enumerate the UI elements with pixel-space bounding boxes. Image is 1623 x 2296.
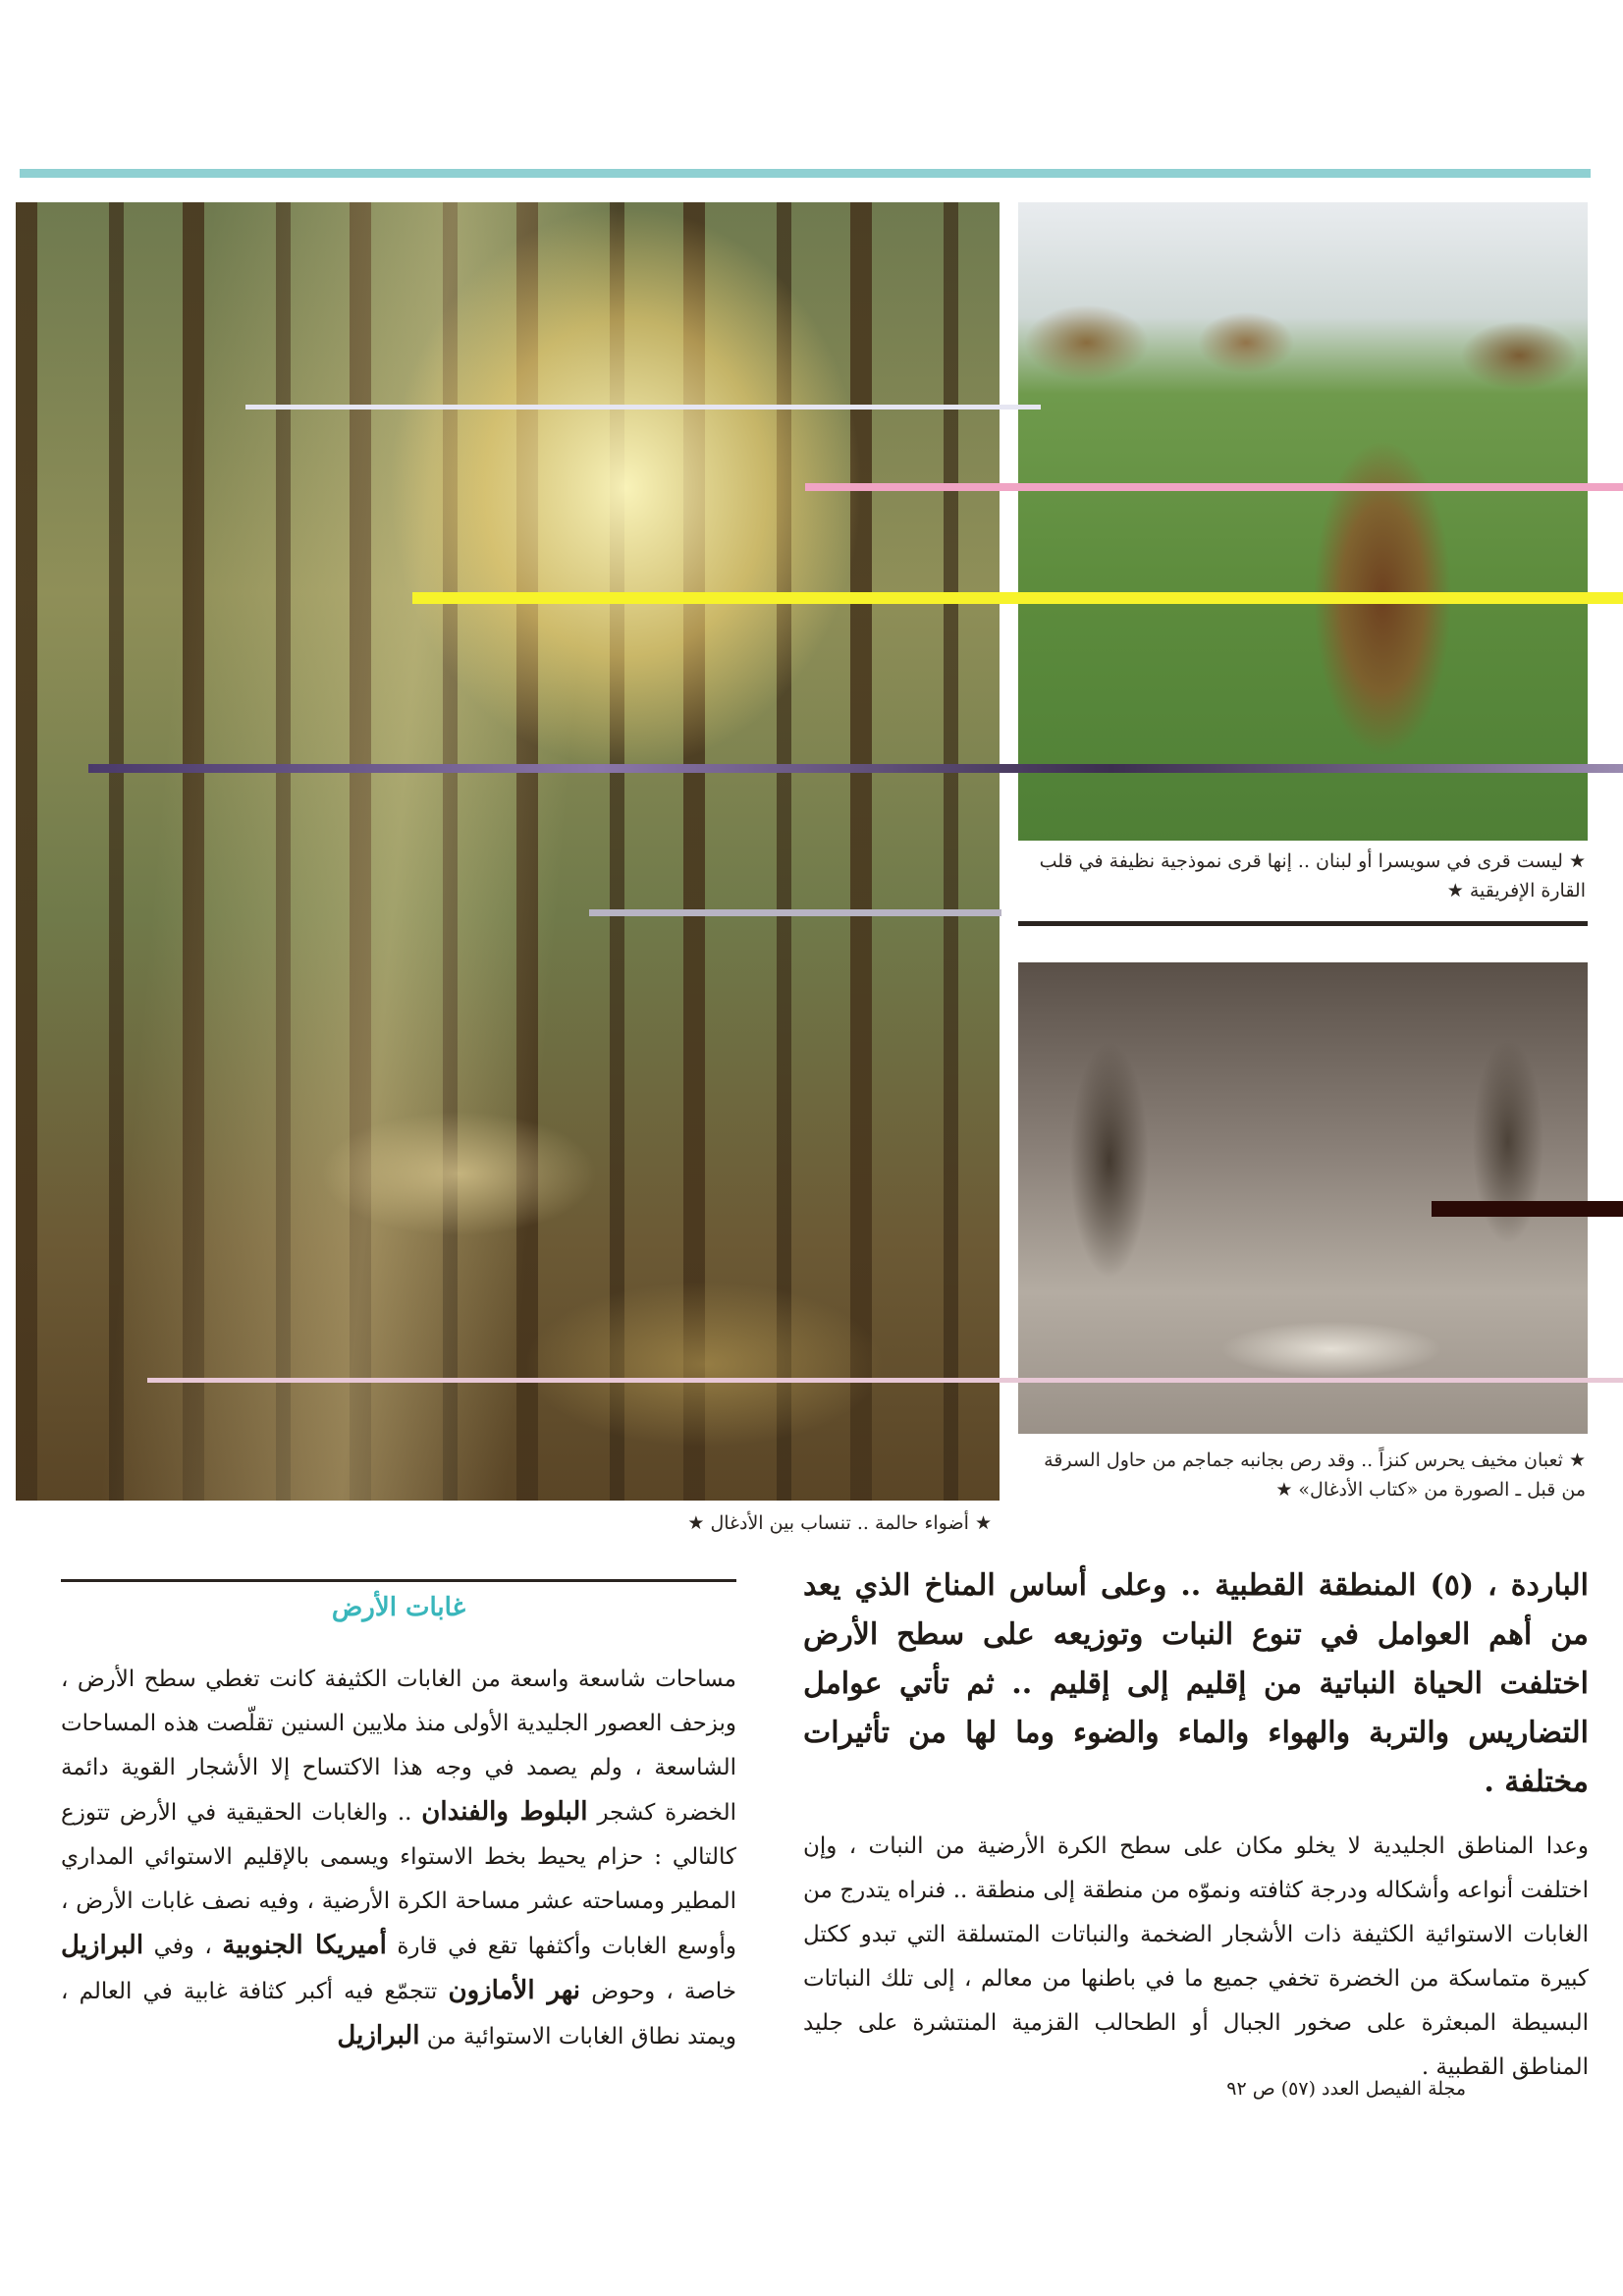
article-source-citation: مجلة الفيصل العدد (٥٧) ص ٩٢ [1226,2078,1466,2100]
photo-separator-rule [1018,921,1588,926]
huts-caption: ★ ليست قرى في سويسرا أو لبنان .. إنها قرى نموذجية نظيفة في قلب القارة الإفريقية ★ [1039,850,1586,902]
scan-glitch-gray [589,909,1001,916]
sidebar-title: غابات الأرض [331,1593,466,1622]
sidebar-top-rule [61,1579,736,1582]
sidebar-text [61,1658,736,2059]
sidebar-text-part: خاصة ، وحوض [591,1979,736,2004]
sidebar-keyword-south-america: أميريكا الجنوبية [222,1931,387,1960]
sidebar-text-part: مساحات شاسعة واسعة من الغابات الكثيفة كانت تغطي سطح الأرض ، وبزحف العصور الجليدية الأولى منذ ملايين السنين تقلّصت هذه المساحات الشاسعة ، ولم يصمد في وجه هذا الاكتساح إلا الأشجار القوية دائمة الخضرة كشجر [61,1667,737,1826]
scan-glitch-purple [88,764,1623,773]
sidebar-text-part: .. والغابات الحقيقية في الأرض تتوزع كالتالي : حزام يحيط بخط الاستواء ويسمى بالإقليم الاستوائي المداري المطير ومساحته عشر مساحة الكرة الأرضية ، وفيه نصف غابات الأرض ، وأوسع الغابات وأكثفها تقع في قارة [61,1800,737,1959]
scan-glitch-brown [1432,1201,1623,1217]
forest-photo [16,202,1000,1501]
article-column [803,1561,1589,2090]
sidebar-text-part: تتجمّع فيه أكبر كثافة غابية في العالم ، ويمتد نطاق الغابات الاستوائية من [61,1979,736,2050]
scan-glitch-light [245,405,1041,410]
scan-glitch-pink [805,483,1623,491]
scan-glitch-red [147,1378,1623,1383]
scan-glitch-yellow [412,592,1623,604]
forest-caption: ★ أضواء حالمة .. تنساب بين الأدغال ★ [687,1512,992,1534]
african-village-photo [1018,202,1588,841]
sidebar-keyword-brazil: البرازيل [61,1931,144,1960]
sidebar-keyword-oak: البلوط والفندان [421,1797,588,1827]
sidebar-keyword-amazon: نهر الأمازون [448,1976,581,2005]
article-lead-paragraph: الباردة ، (٥) المنطقة القطبية .. وعلى أساس المناخ الذي يعد من أهم العوامل في تنوع النبات وتوزيعه على سطح الأرض اختلفت الحياة النباتية من إقليم إلى إقليم .. ثم تأتي عوامل التضاريس والتربة والهواء والماء والضوء وما لها من تأثيرات مختلفة . [803,1568,1589,1799]
sidebar-text-part: ، وفي [153,1934,212,1959]
sidebar-keyword-brazil-2: البرازيل [337,2021,420,2050]
article-body-paragraph: وعدا المناطق الجليدية لا يخلو مكان على سطح الكرة الأرضية من النبات ، وإن اختلفت أنواعه وأشكاله ودرجة كثافته ونموّه من منطقة إلى منطقة .. فنراه يتدرج من الغابات الاستوائية الكثيفة ذات الأشجار الضخمة والنباتات المتسلقة التي تبدو ككتل كبيرة متماسكة من الخضرة تخفي جميع ما في باطنها من معالم ، إلى تلك النباتات البسيطة المبعثرة على صخور الجبال أو الطحالب القزمية المنتشرة على جليد المناطق القطبية . [803,1833,1589,2080]
top-decorative-rule [20,169,1591,178]
cobra-caption: ★ ثعبان مخيف يحرس كنزاً .. وقد رص بجانبه جماجم من حاول السرقة من قبل ـ الصورة من «كتاب الأدغال» ★ [1044,1449,1586,1501]
cobra-photo [1018,962,1588,1434]
